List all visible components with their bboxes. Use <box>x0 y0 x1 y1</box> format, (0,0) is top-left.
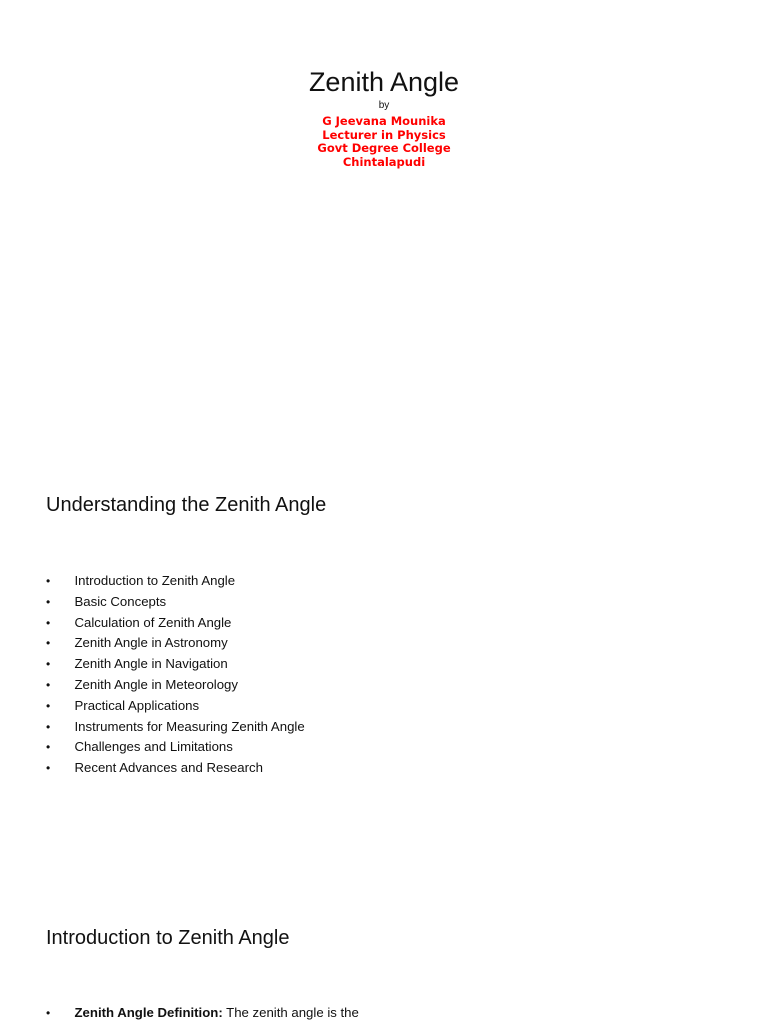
bullet-icon: • <box>46 574 51 588</box>
bullet-icon: • <box>46 740 51 755</box>
list-item-text: Calculation of Zenith Angle <box>74 614 232 630</box>
list-item <box>46 571 305 592</box>
definition-term: Zenith Angle Definition: <box>74 1005 223 1020</box>
list-item <box>46 613 305 634</box>
list-item <box>46 633 305 654</box>
bullet-icon: • <box>46 657 51 672</box>
author-block <box>0 115 768 169</box>
by-label: by <box>378 100 390 111</box>
overview-bullet-list <box>46 571 305 779</box>
definition-bullet <box>46 1003 359 1023</box>
bullet-icon: • <box>46 615 51 630</box>
list-item-text: Zenith Angle in Meteorology <box>74 676 238 692</box>
list-item-text: Basic Concepts <box>74 593 167 609</box>
list-item <box>46 758 305 779</box>
list-item-text: Zenith Angle in Navigation <box>74 656 228 672</box>
definition-text: The zenith angle is the <box>222 1005 359 1020</box>
list-item <box>46 717 305 738</box>
list-item-text: Introduction to Zenith Angle <box>74 573 236 588</box>
bullet-icon: • <box>46 677 51 692</box>
list-item-text: Instruments for Measuring Zenith Angle <box>74 718 305 734</box>
title-slide <box>0 64 768 169</box>
list-item <box>46 654 305 675</box>
list-item <box>46 696 305 717</box>
author-name: G Jeevana Mounika <box>322 114 446 128</box>
bullet-icon: • <box>46 636 51 651</box>
bullet-icon: • <box>46 594 51 609</box>
list-item-text: Challenges and Limitations <box>74 739 233 755</box>
bullet-icon: • <box>46 698 51 713</box>
author-institution: Govt Degree College <box>317 141 451 155</box>
section-heading-understanding: Understanding the Zenith Angle <box>46 494 327 516</box>
section-heading-introduction: Introduction to Zenith Angle <box>46 927 290 949</box>
definition-body <box>75 1005 359 1020</box>
list-item <box>46 675 305 696</box>
bullet-icon: • <box>46 719 51 734</box>
list-item <box>46 592 305 613</box>
list-item-text: Practical Applications <box>74 697 200 713</box>
author-location: Chintalapudi <box>342 154 426 169</box>
bullet-icon: • <box>46 1006 51 1020</box>
author-position: Lecturer in Physics <box>322 127 446 142</box>
list-item <box>46 737 305 758</box>
list-item-text: Recent Advances and Research <box>74 760 263 776</box>
bullet-icon: • <box>46 761 51 776</box>
document-title: Zenith Angle <box>308 67 460 97</box>
list-item-text: Zenith Angle in Astronomy <box>74 635 228 651</box>
